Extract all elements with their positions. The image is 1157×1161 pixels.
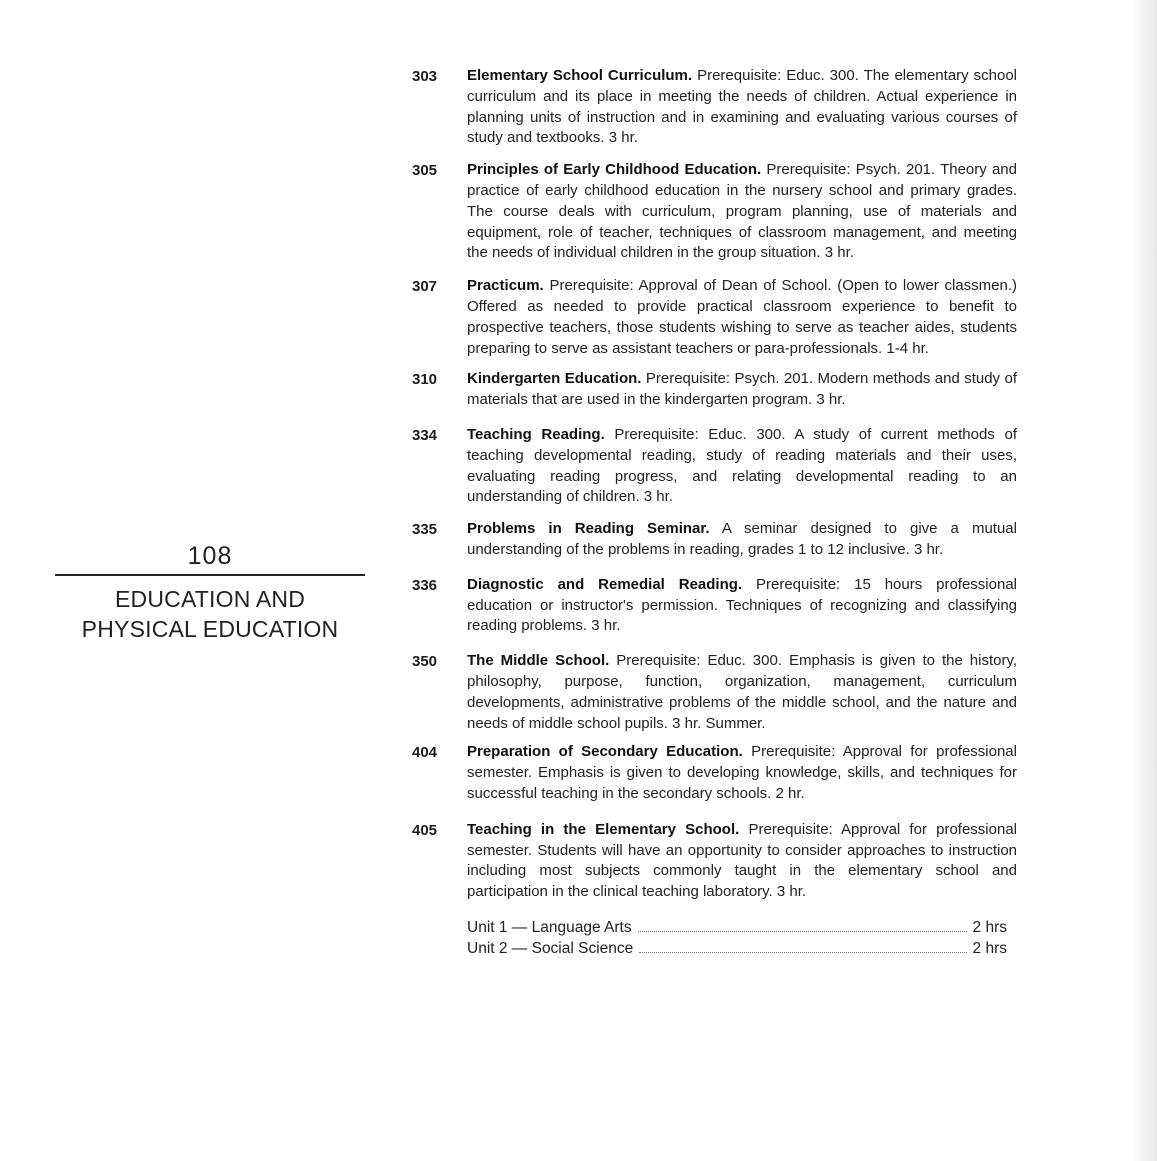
- course-description: [467, 651, 1017, 734]
- course-text: Prerequisite: Educ. 300. The elementary school curriculum and its place in meeting the needs of children. Actual experience in planning units of instruction and in examining and evaluating various courses of study and textbooks. 3 hr.: [467, 67, 1018, 147]
- dot-leader: [639, 952, 966, 953]
- course-list: [412, 66, 1017, 959]
- course-entry: [412, 369, 1017, 411]
- course-entry: [412, 160, 1017, 264]
- sidebar: [55, 538, 365, 644]
- unit-label: Unit 2 — Social Science: [467, 939, 634, 957]
- course-entry: [412, 425, 1017, 508]
- course-title: Problems in Reading Seminar.: [467, 520, 710, 538]
- unit-hours: 2 hrs: [972, 939, 1007, 957]
- course-text: Prerequisite: Educ. 300. Emphasis is given to the history, philosophy, purpose, function, organization, management, curriculum developments, administrative problems of the middle school, and the nature and needs of middle school pupils. 3 hr. Summer.: [467, 652, 1018, 732]
- course-description: [467, 160, 1017, 264]
- course-title: Diagnostic and Remedial Reading.: [467, 575, 743, 593]
- unit-label: Unit 1 — Language Arts: [467, 918, 632, 936]
- course-description: [467, 742, 1017, 804]
- course-description: [467, 519, 1017, 561]
- course-number: 303: [412, 68, 438, 85]
- unit-list: [467, 917, 1007, 959]
- course-entry: [412, 742, 1017, 804]
- page-number: 108: [187, 542, 233, 570]
- course-description: [467, 425, 1017, 508]
- course-description: [467, 66, 1017, 149]
- course-title: The Middle School.: [467, 652, 610, 670]
- course-text: Prerequisite: Approval of Dean of School. (Open to lower classmen.) Offered as needed to provide practical classroom experience to benefit to prospective teachers, those students wishing to serve as teacher aides, students preparing to serve as assistant teachers or para-professionals. 1-4 hr.: [467, 277, 1018, 357]
- course-number: 350: [412, 653, 438, 671]
- course-title: Principles of Early Childhood Education.: [467, 161, 762, 179]
- course-title: Kindergarten Education.: [467, 370, 642, 388]
- course-entry: [412, 651, 1017, 734]
- course-number: 307: [412, 278, 438, 296]
- unit-row: [467, 938, 1007, 959]
- course-number: 310: [412, 371, 438, 389]
- divider-rule: [55, 574, 365, 576]
- unit-row: [467, 917, 1007, 938]
- course-entry: [412, 575, 1017, 637]
- course-description: [467, 276, 1017, 359]
- course-number: 335: [412, 521, 438, 539]
- course-title: Teaching Reading.: [467, 425, 605, 443]
- course-text: Prerequisite: Approval for professional semester. Emphasis is given to developing knowledge, skills, and techniques for successful teaching in the secondary schools. 2 hr.: [467, 743, 1017, 802]
- course-title: Elementary School Curriculum.: [467, 67, 693, 84]
- course-number: 404: [412, 744, 438, 762]
- course-number: 305: [412, 162, 438, 180]
- course-number: 405: [412, 821, 438, 839]
- page-edge-shadow: [1131, 0, 1157, 1161]
- department-title: EDUCATION AND PHYSICAL EDUCATION: [81, 586, 339, 642]
- dot-leader: [638, 931, 967, 932]
- unit-hours: 2 hrs: [972, 918, 1007, 936]
- course-description: [467, 820, 1017, 903]
- course-text: Prerequisite: Psych. 201. Theory and practice of early childhood education in the nursery school and primary grades. The course deals with curriculum, program planning, use of materials and equipment, role of teacher, techniques of classroom management, and meeting the needs of individual children in the group situation. 3 hr.: [467, 161, 1017, 262]
- course-text: Prerequisite: Approval for professional semester. Students will have an opportunity to consider approaches to instruction including most subjects commonly taught in the elementary school and participation in the clinical teaching laboratory. 3 hr.: [467, 820, 1017, 901]
- course-number: 336: [412, 576, 438, 594]
- course-entry: [412, 276, 1017, 359]
- course-text: Prerequisite: Psych. 201. Modern methods and study of materials that are used in the kindergarten program. 3 hr.: [467, 370, 1017, 409]
- course-text: Prerequisite: Educ. 300. A study of current methods of teaching developmental reading, study of reading materials and their uses, evaluating reading progress, and relating developmental reading to an understanding of children. 3 hr.: [467, 425, 1017, 506]
- course-title: Preparation of Secondary Education.: [467, 743, 743, 761]
- course-number: 334: [412, 426, 438, 444]
- course-title: Teaching in the Elementary School.: [467, 820, 740, 838]
- course-entry: [412, 519, 1017, 561]
- course-text: Prerequisite: 15 hours professional education or instructor's permission. Techniques of recognizing and classifying reading problems. 3 hr.: [467, 575, 1017, 635]
- course-title: Practicum.: [467, 277, 544, 295]
- course-text: A seminar designed to give a mutual understanding of the problems in reading, grades 1 to 12 inclusive. 3 hr.: [467, 520, 1017, 558]
- course-entry: [412, 820, 1017, 903]
- course-entry: [412, 66, 1017, 149]
- course-description: [467, 369, 1017, 411]
- course-description: [467, 575, 1017, 637]
